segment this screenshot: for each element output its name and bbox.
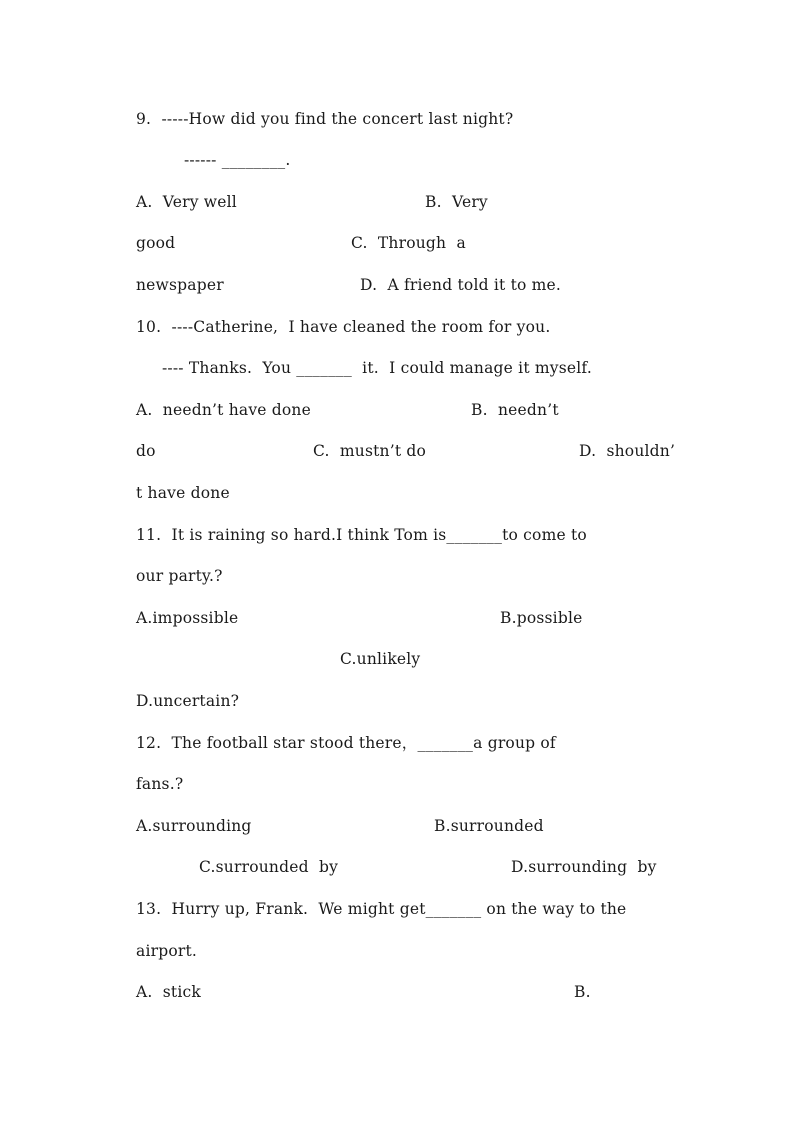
- question-11-option-a: A.impossible: [136, 609, 239, 627]
- question-9-option-a: A. Very well: [136, 193, 237, 211]
- question-10-option-b: B. needn’t: [471, 401, 559, 419]
- question-9-option-d: D. A friend told it to me.: [360, 276, 562, 294]
- question-9-reply: ------ ________.: [184, 151, 291, 169]
- question-10-option-d-cont: t have done: [136, 484, 230, 502]
- question-13-option-a: A. stick: [136, 983, 201, 1001]
- question-10-stem: 10. ----Catherine, I have cleaned the room for you.: [136, 318, 551, 336]
- question-9-option-c: C. Through a: [351, 234, 466, 252]
- question-12-option-b: B.surrounded: [434, 817, 544, 835]
- question-13-stem-cont: airport.: [136, 942, 198, 960]
- question-13-option-b: B.: [574, 983, 591, 1001]
- question-10-reply: ---- Thanks. You _______ it. I could manage it myself.: [162, 359, 592, 377]
- question-9-stem: 9. -----How did you find the concert last night?: [136, 110, 514, 128]
- question-12-stem-cont: fans.?: [136, 775, 184, 793]
- question-11-option-c: C.unlikely: [340, 650, 421, 668]
- question-9-option-b: B. Very: [425, 193, 488, 211]
- question-13-stem: 13. Hurry up, Frank. We might get_______ on the way to the: [136, 900, 627, 918]
- question-12-option-c: C.surrounded by: [199, 858, 339, 876]
- question-10-option-a: A. needn’t have done: [136, 401, 311, 419]
- question-10-option-c: C. mustn’t do: [313, 442, 427, 460]
- question-12-option-d: D.surrounding by: [511, 858, 657, 876]
- question-12-stem: 12. The football star stood there，_______a group of: [136, 734, 556, 752]
- question-9-option-b-cont: good: [136, 234, 176, 252]
- question-11-stem-cont: our party.?: [136, 567, 223, 585]
- question-10-option-b-cont: do: [136, 442, 156, 460]
- question-10-option-d: D. shouldn’: [579, 442, 676, 460]
- question-11-option-b: B.possible: [500, 609, 583, 627]
- question-12-option-a: A.surrounding: [136, 817, 252, 835]
- question-11-stem: 11. It is raining so hard.I think Tom is_______to come to: [136, 526, 587, 544]
- question-11-option-d: D.uncertain?: [136, 692, 240, 710]
- question-9-option-c-cont: newspaper: [136, 276, 224, 294]
